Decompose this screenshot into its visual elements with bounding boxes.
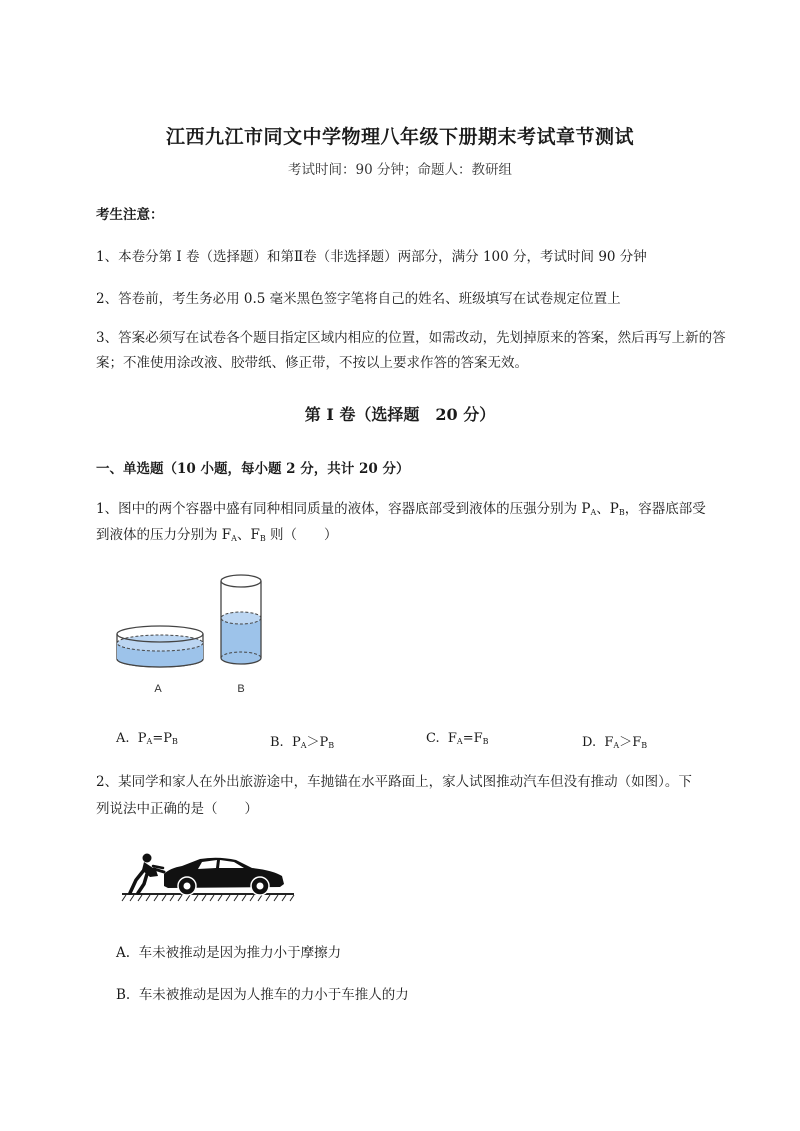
q1-option-d[interactable]: D. $F_A>F_B$ (582, 735, 648, 750)
exam-info: 考试时间：90 分钟；命题人：教研组 (288, 162, 512, 178)
pushing-car-figure (120, 848, 296, 904)
q1-option-c[interactable]: C. $F_A=F_B$ (426, 731, 489, 746)
q1-option-a[interactable]: A. $P_A=P_B$ (116, 731, 178, 746)
car-silhouette (164, 858, 284, 895)
notice-item-3: 3、答案必须写在试卷各个题目指定区域内相应的位置，如需改动，先划掉原来的答案，然后再写上新的答案；不准使用涂改液、胶带纸、修正带，不按以上要求作答的答案无效。 (96, 330, 726, 371)
container-b-label: B (237, 683, 245, 695)
question-1-line-1: 1、图中的两个容器中盛有同种相同质量的液体，容器底部受到液体的压强分别为 $P_A$、$P_B$，容器底部受 (96, 501, 706, 517)
q2-option-a[interactable]: A. 车未被推动是因为推力小于摩擦力 (116, 945, 342, 961)
container-a (117, 626, 203, 667)
person-silhouette (130, 854, 164, 894)
notice-item-2: 2、答卷前，考生务必用 0.5 毫米黑色签字笔将自己的姓名、班级填写在试卷规定位置上 (96, 291, 621, 307)
question-1-line-2: 到液体的压力分别为 $F_A$、$F_B$ 则（ ） (96, 527, 338, 543)
notice-item-1: 1、本卷分第 I 卷（选择题）和第Ⅱ卷（非选择题）两部分，满分 100 分，考试时间 90 分钟 (96, 249, 647, 265)
container-a-label: A (154, 683, 162, 695)
container-b (221, 575, 261, 664)
page-title: 江西九江市同文中学物理八年级下册期末考试章节测试 (165, 126, 634, 148)
part-title: 一、单选题（10 小题，每小题 2 分，共计 20 分） (96, 461, 410, 477)
q1-option-b[interactable]: B. $P_A>P_B$ (270, 735, 335, 750)
section-title: 第 I 卷（选择题 20 分） (304, 405, 496, 424)
question-2-line-2: 列说法中正确的是（ ） (96, 801, 258, 817)
notice-heading: 考生注意： (96, 207, 164, 223)
containers-figure (105, 570, 280, 705)
q2-option-b[interactable]: B. 车未被推动是因为人推车的力小于车推人的力 (116, 987, 409, 1003)
question-2-line-1: 2、某同学和家人在外出旅游途中，车抛锚在水平路面上，家人试图推动汽车但没有推动（如图）。下 (96, 774, 692, 790)
